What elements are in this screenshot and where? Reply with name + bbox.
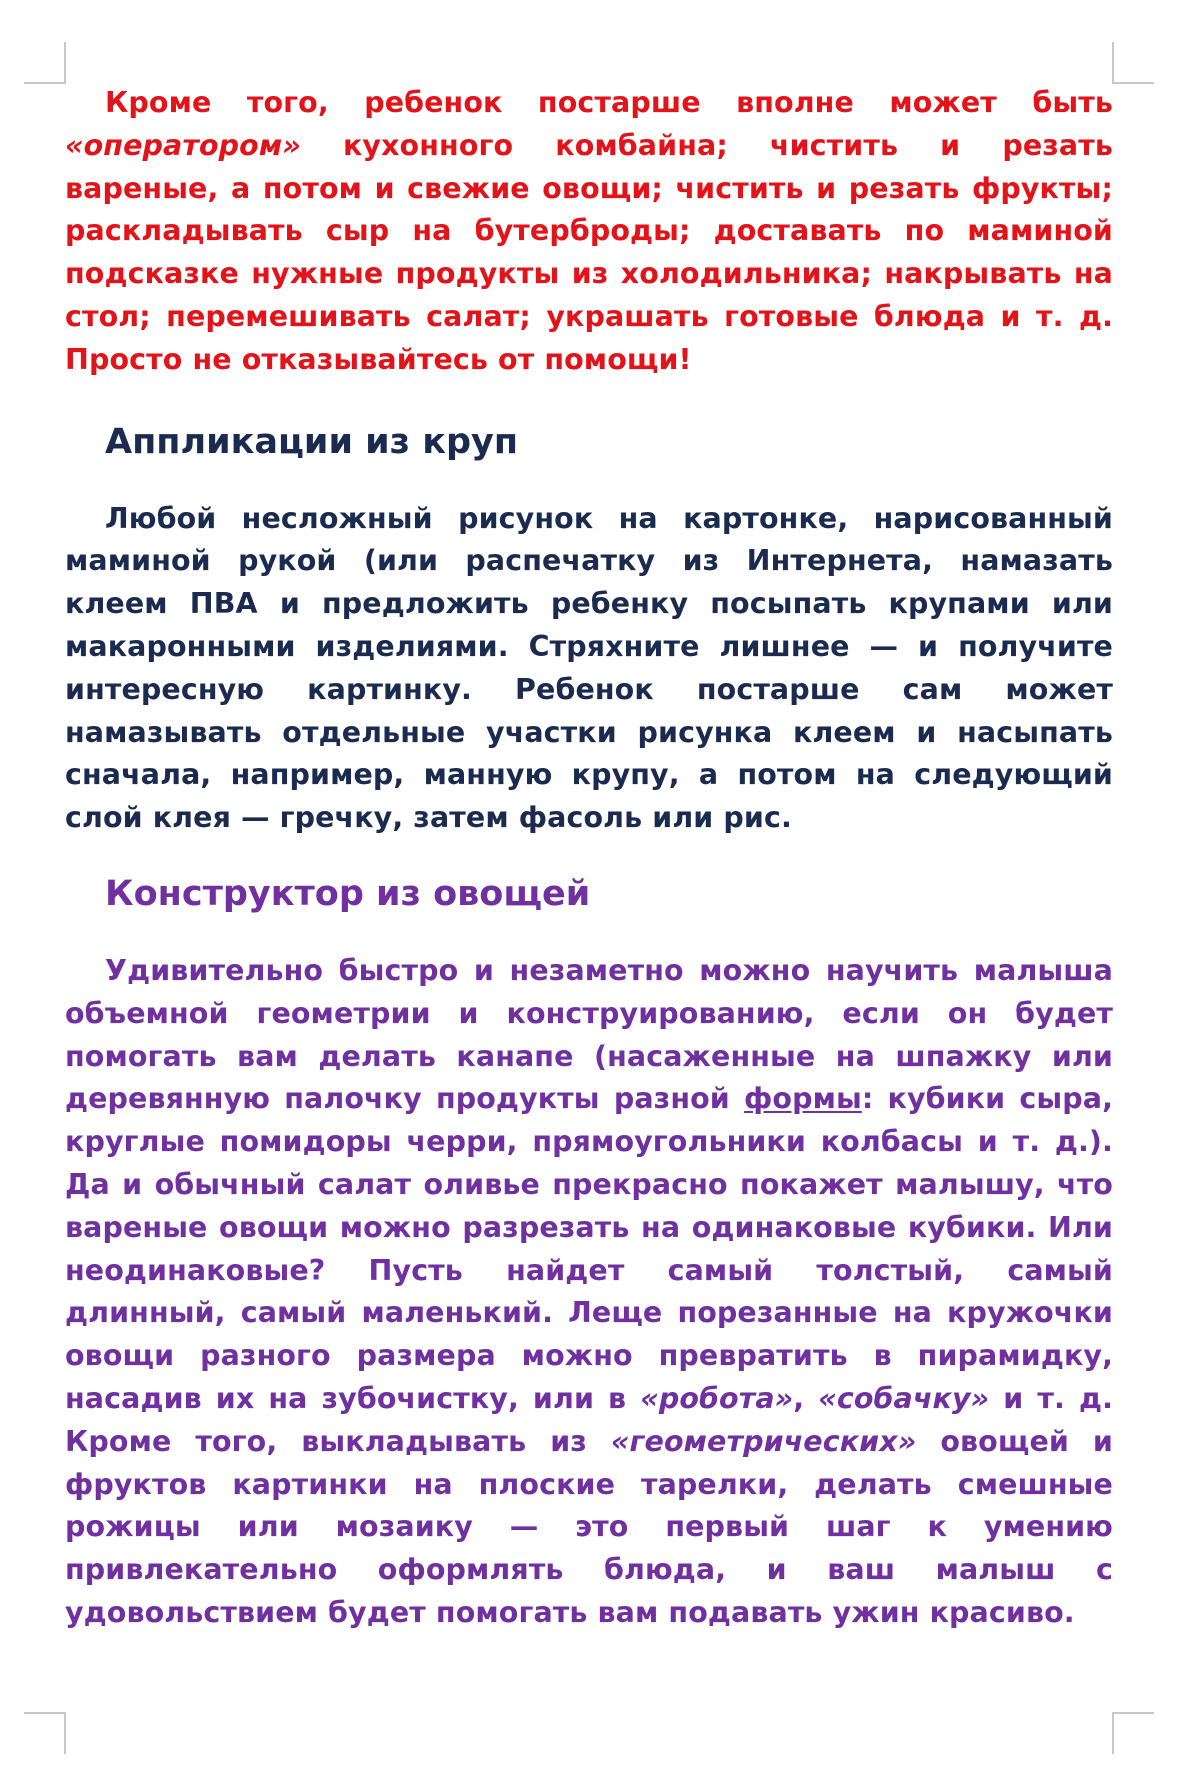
intro-text-1: Кроме того, ребенок постарше вполне может быть	[105, 86, 1113, 119]
vc-text-4: овощей и фруктов картинки на плоские тарелки, делать смешные рожицы или мозаику — это первый шаг к умению привлекательно оформлять блюда, и ваш малыш с удовольствием будет помогать вам подавать ужин красиво.	[65, 1424, 1113, 1629]
intro-paragraph	[65, 82, 1113, 382]
cereal-appliques-paragraph: Любой несложный рисунок на картонке, нарисованный маминой рукой (или распечатку из Интернета, намазать клеем ПВА и предложить ребенку посыпать крупами или макаронными изделиями. Стряхните лишнее — и получите интересную картинку. Ребенок постарше сам может намазывать отдельные участки рисунка клеем и насыпать сначала, например, манную крупу, а потом на следующий слой клея — гречку, затем фасоль или рис.	[65, 501, 1113, 835]
intro-text-2: кухонного комбайна; чистить и резать вареные, а потом и свежие овощи; чистить и резать фрукты; раскладывать сыр на бутерброды; доставать по маминой подсказке нужные продукты из холодильника; накрывать на стол; перемешивать салат; украшать готовые блюда и т. д. Просто не отказывайтесь от помощи!	[65, 128, 1113, 376]
vc-underlined-word: формы	[744, 1082, 862, 1116]
vc-text-1: Удивительно быстро и незаметно можно научить малыша объемной геометрии и конструированию, если он будет помогать вам делать канапе (насаженные на шпажку или деревянную палочку продукты разной	[65, 953, 1113, 1116]
vc-italic-geometric: «геометрических»	[610, 1424, 917, 1458]
section-heading-vegetable-constructor: Конструктор из овощей	[105, 873, 591, 914]
vc-text-3: и т. д. Кроме того, выкладывать из	[65, 1381, 1113, 1458]
vc-italic-dog: «собачку»	[818, 1381, 990, 1415]
crop-mark-top-left	[24, 42, 66, 84]
vc-separator: ,	[793, 1381, 819, 1415]
crop-mark-bottom-left	[24, 1712, 66, 1754]
crop-mark-top-right	[1112, 42, 1154, 84]
vc-italic-robot: «робота»	[640, 1381, 794, 1415]
page-content	[65, 82, 1113, 1635]
section-heading-cereal-appliques: Аппликации из круп	[105, 421, 519, 462]
intro-italic-operator: «оператором»	[65, 128, 301, 162]
crop-mark-bottom-right	[1112, 1712, 1154, 1754]
vegetable-constructor-paragraph	[65, 950, 1113, 1635]
vc-text-2: : кубики сыра, круглые помидоры черри, прямоугольники колбасы и т. д.). Да и обычный салат оливье прекрасно покажет малышу, что вареные овощи можно разрезать на одинаковые кубики. Или неодинаковые? Пусть найдет самый толстый, самый длинный, самый маленький. Леще порезанные на кружочки овощи разного размера можно превратить в пирамидку, насадив их на зубочистку, или в	[65, 1082, 1114, 1415]
